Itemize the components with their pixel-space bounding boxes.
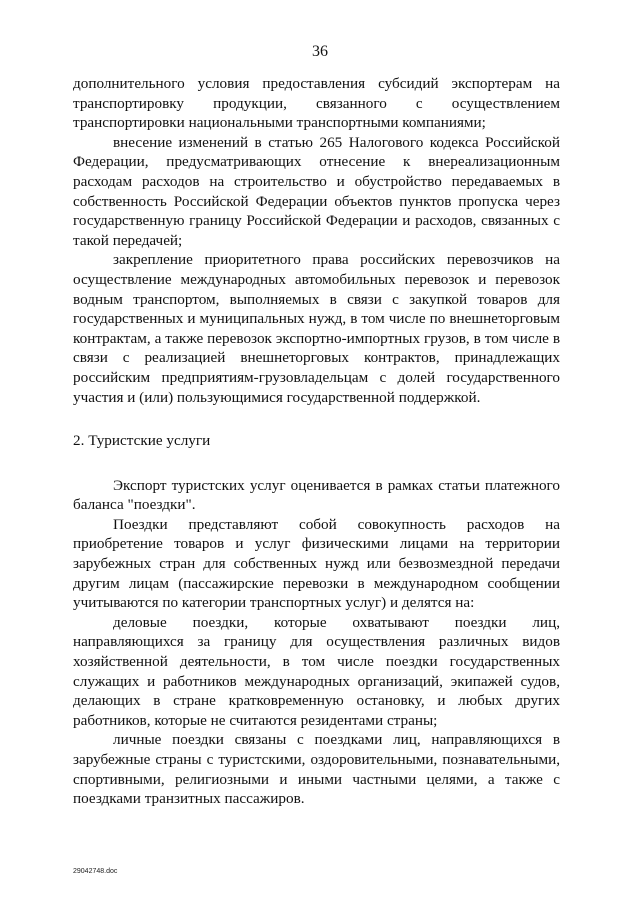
- document-body: [73, 74, 560, 809]
- paragraph-business-trips: деловые поездки, которые охватывают поездки лиц, направляющихся за границу для осуществления различных видов хозяйственной деятельности, в том числе поездки государственных служащих и работников международных организаций, экипажей судов, делающих в стране кратковременную остановку, и любых других работников, которые не считаются резидентами страны;: [73, 613, 560, 729]
- page-number: 36: [312, 43, 328, 60]
- paragraph-tax-code-amendment: внесение изменений в статью 265 Налогового кодекса Российской Федерации, предусматривающих отнесение к внереализационным расходам расходов на строительство и обустройство передаваемых в собственность Российской Федерации объектов пунктов пропуска через государственную границу Российской Федерации и расходов, связанных с такой передачей;: [73, 133, 560, 249]
- section-title: 2. Туристские услуги: [73, 432, 211, 450]
- paragraph-personal-trips: личные поездки связаны с поездками лиц, направляющихся в зарубежные страны с туристскими, оздоровительными, познавательными, спортивными, религиозными и иными частными целями, а также с поездками транзитных пассажиров.: [73, 731, 560, 808]
- paragraph-trips-definition: Поездки представляют собой совокупность расходов на приобретение товаров и услуг физическими лицами на территории зарубежных стран для собственных нужд или безвозмездной передачи другим лицам (пассажирские перевозки в международном сообщении учитываются по категории транспортных услуг) и делятся на:: [73, 515, 560, 612]
- paragraph-carrier-priority: закрепление приоритетного права российских перевозчиков на осуществление международных автомобильных перевозок и перевозок водным транспортом, выполняемых в связи с закупкой товаров для государственных и муниципальных нужд, в том числе по внешнеторговым контрактам, а также перевозок экспортно-импортных грузов, в том числе в связи с реализацией внешнеторговых контрактов, принадлежащих российским предприятиям-грузовладельцам с долей государственного участия и (или) пользующимися государственной поддержкой.: [73, 251, 560, 406]
- paragraph-continuation: дополнительного условия предоставления субсидий экспортерам на транспортировку продукции, связанного с осуществлением транспортировки национальными транспортными компаниями;: [73, 75, 560, 132]
- paragraph-tourism-export: Экспорт туристских услуг оценивается в рамках статьи платежного баланса "поездки".: [73, 476, 560, 514]
- document-file-code: 29042748.doc: [73, 868, 118, 875]
